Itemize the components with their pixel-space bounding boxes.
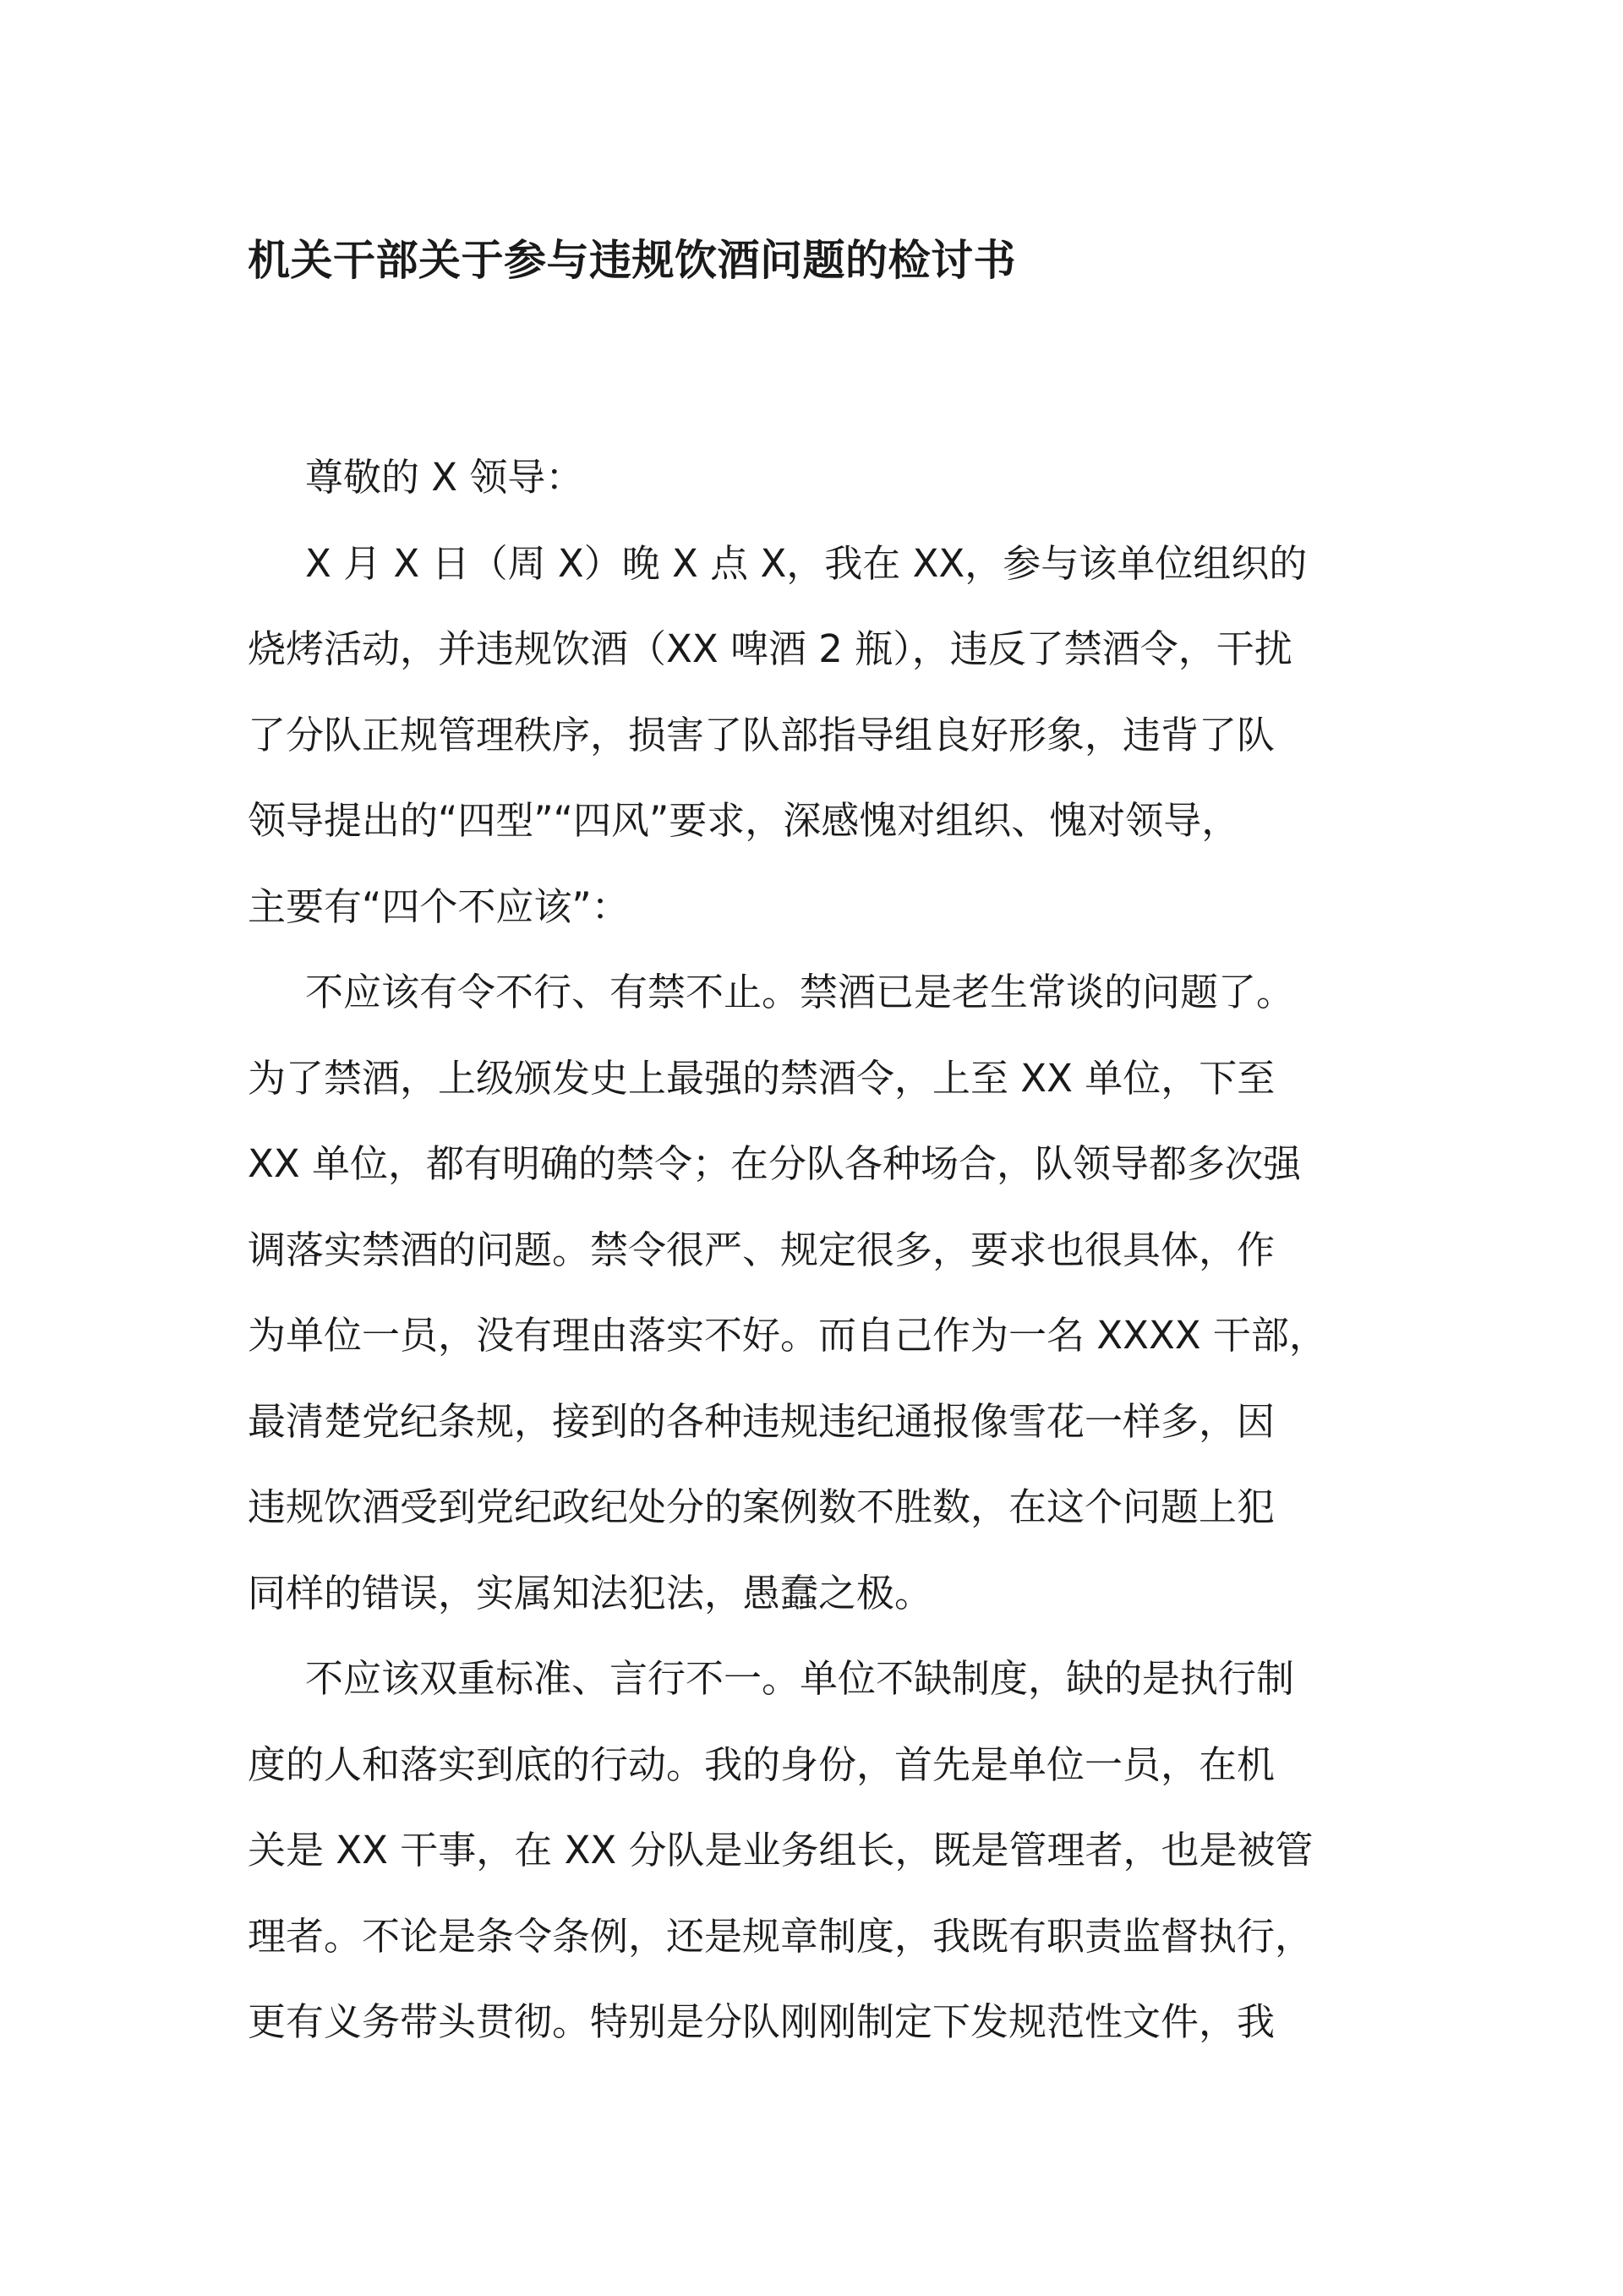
text-line: 违规饮酒受到党纪政纪处分的案例数不胜数，在这个问题上犯 bbox=[248, 1484, 1276, 1529]
text-line: 调落实禁酒的问题。禁令很严、规定很多，要求也很具体，作 bbox=[248, 1227, 1276, 1272]
text-line: 烧烤活动，并违规饮酒（XX 啤酒 2 瓶），违反了禁酒令，干扰 bbox=[248, 626, 1292, 671]
text-line: 度的人和落实到底的行动。我的身份，首先是单位一员，在机 bbox=[248, 1741, 1276, 1787]
document-body bbox=[248, 435, 1389, 2065]
text-line: 关是 XX 干事，在 XX 分队是业务组长，既是管理者，也是被管 bbox=[248, 1828, 1314, 1872]
text-line: 了分队正规管理秩序，损害了队部指导组良好形象，违背了队 bbox=[248, 712, 1276, 757]
text-line: 同样的错误，实属知法犯法，愚蠢之极。 bbox=[248, 1570, 933, 1615]
text-line: 最清楚党纪条规，接到的各种违规违纪通报像雪花一样多，因 bbox=[248, 1398, 1276, 1444]
text-line: 尊敬的 X 领导： bbox=[305, 455, 584, 500]
text-line: 领导提出的“四型”“四风”要求，深感愧对组织、愧对领导， bbox=[248, 798, 1240, 843]
text-line: X 月 X 日（周 X）晚 X 点 X，我在 XX，参与该单位组织的 bbox=[305, 540, 1308, 586]
text-line: XX 单位，都有明确的禁令；在分队各种场合，队领导都多次强 bbox=[248, 1141, 1301, 1186]
text-line: 为单位一员，没有理由落实不好。而自己作为一名 XXXX 干部， bbox=[248, 1313, 1327, 1358]
text-line: 更有义务带头贯彻。特别是分队刚刚制定下发规范性文件，我 bbox=[248, 1999, 1276, 2044]
text-line: 主要有“四个不应该”： bbox=[248, 883, 630, 929]
text-line: 不应该双重标准、言行不一。单位不缺制度，缺的是执行制 bbox=[305, 1656, 1295, 1701]
text-line: 理者。不论是条令条例，还是规章制度，我既有职责监督执行， bbox=[248, 1913, 1314, 1959]
text-line: 为了禁酒，上级颁发史上最强的禁酒令，上至 XX 单位，下至 bbox=[248, 1055, 1276, 1101]
document-title: 机关干部关于参与违规饮酒问题的检讨书 bbox=[248, 236, 1016, 285]
text-line: 不应该有令不行、有禁不止。禁酒已是老生常谈的问题了。 bbox=[305, 970, 1295, 1014]
